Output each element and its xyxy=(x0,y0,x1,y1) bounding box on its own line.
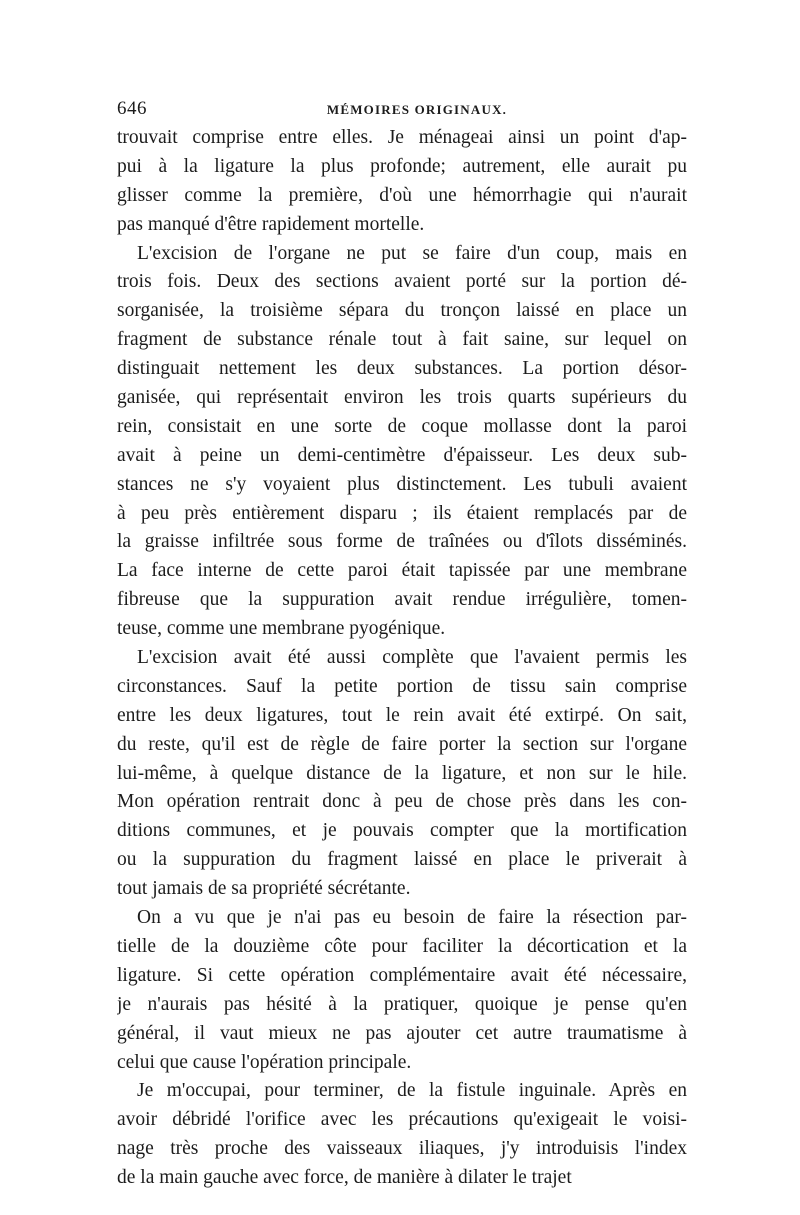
text-line: distinguait nettement les deux substances. La portion désor- xyxy=(117,358,687,380)
text-line: La face interne de cette paroi était tapissée par une membrane xyxy=(117,560,687,582)
text-line: général, il vaut mieux ne pas ajouter cet autre traumatisme à xyxy=(117,1022,687,1044)
text-line: ditions communes, et je pouvais compter que la mortification xyxy=(117,820,687,842)
text-line: fibreuse que la suppuration avait rendue irrégulière, tomen- xyxy=(117,589,687,611)
text-line: ou la suppuration du fragment laissé en place le priverait à xyxy=(117,849,687,871)
text-line: avoir débridé l'orifice avec les précautions qu'exigeait le voisi- xyxy=(117,1109,687,1131)
text-line: lui-même, à quelque distance de la ligature, et non sur le hile. xyxy=(117,762,687,784)
paragraph xyxy=(117,1077,687,1193)
text-line: du reste, qu'il est de règle de faire porter la section sur l'organe xyxy=(117,733,687,755)
text-line: L'excision de l'organe ne put se faire d'un coup, mais en xyxy=(137,242,687,264)
paragraph xyxy=(117,240,687,644)
paragraph xyxy=(117,124,687,240)
text-line: glisser comme la première, d'où une hémorrhagie qui n'aurait xyxy=(117,184,687,206)
text-line: trouvait comprise entre elles. Je ménageai ainsi un point d'ap- xyxy=(117,127,687,148)
text-line: Je m'occupai, pour terminer, de la fistule inguinale. Après en xyxy=(137,1080,687,1102)
text-line: On a vu que je n'ai pas eu besoin de faire la résection par- xyxy=(137,907,687,929)
text-line: L'excision avait été aussi complète que l'avaient permis les xyxy=(137,647,687,669)
text-line: la graisse infiltrée sous forme de traînées ou d'îlots disséminés. xyxy=(117,531,687,553)
text-line: de la main gauche avec force, de manière à dilater le trajet xyxy=(117,1167,572,1189)
text-line: stances ne s'y voyaient plus distinctement. Les tubuli avaient xyxy=(117,473,687,495)
text-line: celui que cause l'opération principale. xyxy=(117,1051,412,1073)
text-line: entre les deux ligatures, tout le rein avait été extirpé. On sait, xyxy=(117,704,687,726)
text-line: Mon opération rentrait donc à peu de chose près dans les con- xyxy=(117,791,687,813)
page-number: 646 xyxy=(117,98,147,119)
running-head xyxy=(117,98,687,124)
text-line: tout jamais de sa propriété sécrétante. xyxy=(117,878,411,900)
text-line: trois fois. Deux des sections avaient porté sur la portion dé- xyxy=(117,271,687,293)
text-line: sorganisée, la troisième sépara du tronçon laissé en place un xyxy=(117,300,687,322)
text-line: à peu près entièrement disparu ; ils étaient remplacés par de xyxy=(117,502,687,524)
text-line: ganisée, qui représentait environ les trois quarts supérieurs du xyxy=(117,387,687,409)
text-line: ligature. Si cette opération complémentaire avait été nécessaire, xyxy=(117,964,687,986)
text-line: nage très proche des vaisseaux iliaques, j'y introduisis l'index xyxy=(117,1138,687,1160)
paragraph xyxy=(117,644,687,904)
text-line: teuse, comme une membrane pyogénique. xyxy=(117,618,446,640)
text-line: rein, consistait en une sorte de coque mollasse dont la paroi xyxy=(117,415,687,437)
text-line: tielle de la douzième côte pour faciliter la décortication et la xyxy=(117,935,687,957)
text-line: avait à peine un demi-centimètre d'épaisseur. Les deux sub- xyxy=(117,444,687,466)
text-line: fragment de substance rénale tout à fait saine, sur lequel on xyxy=(117,329,687,351)
paragraph xyxy=(117,904,687,1077)
text-line: je n'aurais pas hésité à la pratiquer, quoique je pense qu'en xyxy=(117,993,687,1015)
text-line: circonstances. Sauf la petite portion de tissu sain comprise xyxy=(117,675,687,697)
text-line: pas manqué d'être rapidement mortelle. xyxy=(117,213,425,235)
running-title: MÉMOIRES ORIGINAUX. xyxy=(326,102,508,117)
body-text xyxy=(117,124,687,1193)
text-line: pui à la ligature la plus profonde; autrement, elle aurait pu xyxy=(117,155,687,177)
